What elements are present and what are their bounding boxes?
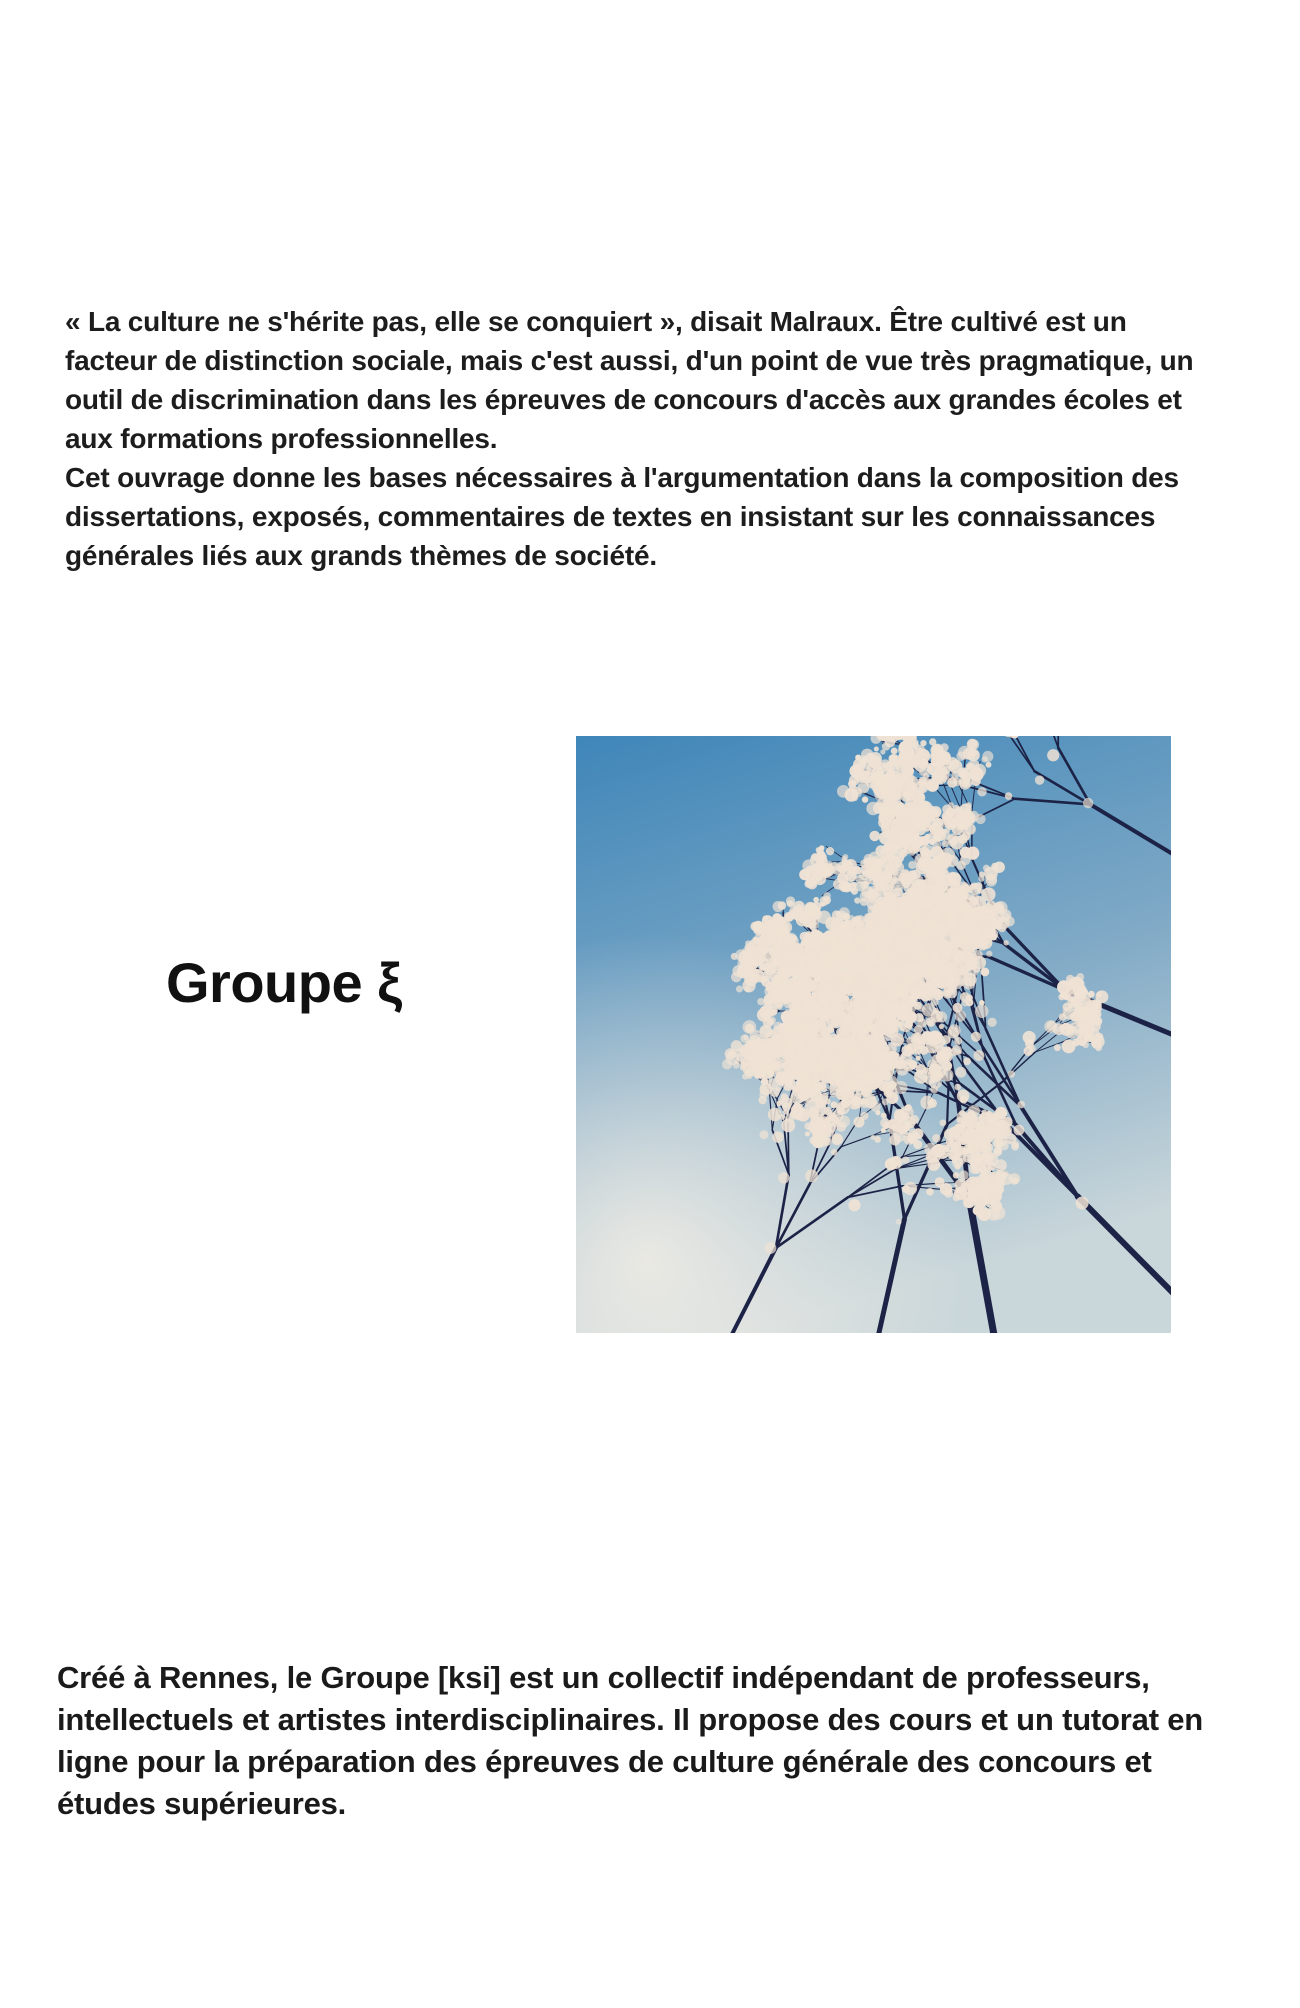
cover-photo bbox=[576, 736, 1171, 1333]
intro-paragraph-quote: « La culture ne s'hérite pas, elle se conquiert », disait Malraux. Être cultivé est un facteur de distinction sociale, mais c'est aussi, d'un point de vue très pragmatique, un outil de discrimination dans les épreuves de concours d'accès aux grandes écoles et aux formations professionnelles. bbox=[65, 306, 1194, 454]
intro-text-block bbox=[65, 302, 1215, 575]
blossom-tree-image bbox=[576, 736, 1171, 1333]
intro-paragraph-description: Cet ouvrage donne les bases nécessaires à l'argumentation dans la composition des dissertations, exposés, commentaires de textes en insistant sur les connaissances générales liés aux grands thèmes de société. bbox=[65, 462, 1179, 571]
about-paragraph: Créé à Rennes, le Groupe [ksi] est un collectif indépendant de professeurs, intellectuels et artistes interdisciplinaires. Il propose des cours et un tutorat en ligne pour la préparation des épreuves de culture générale des concours et études supérieures. bbox=[57, 1660, 1204, 1821]
about-text-block bbox=[57, 1657, 1237, 1825]
publisher-logo: Groupe ξ bbox=[166, 951, 402, 1014]
